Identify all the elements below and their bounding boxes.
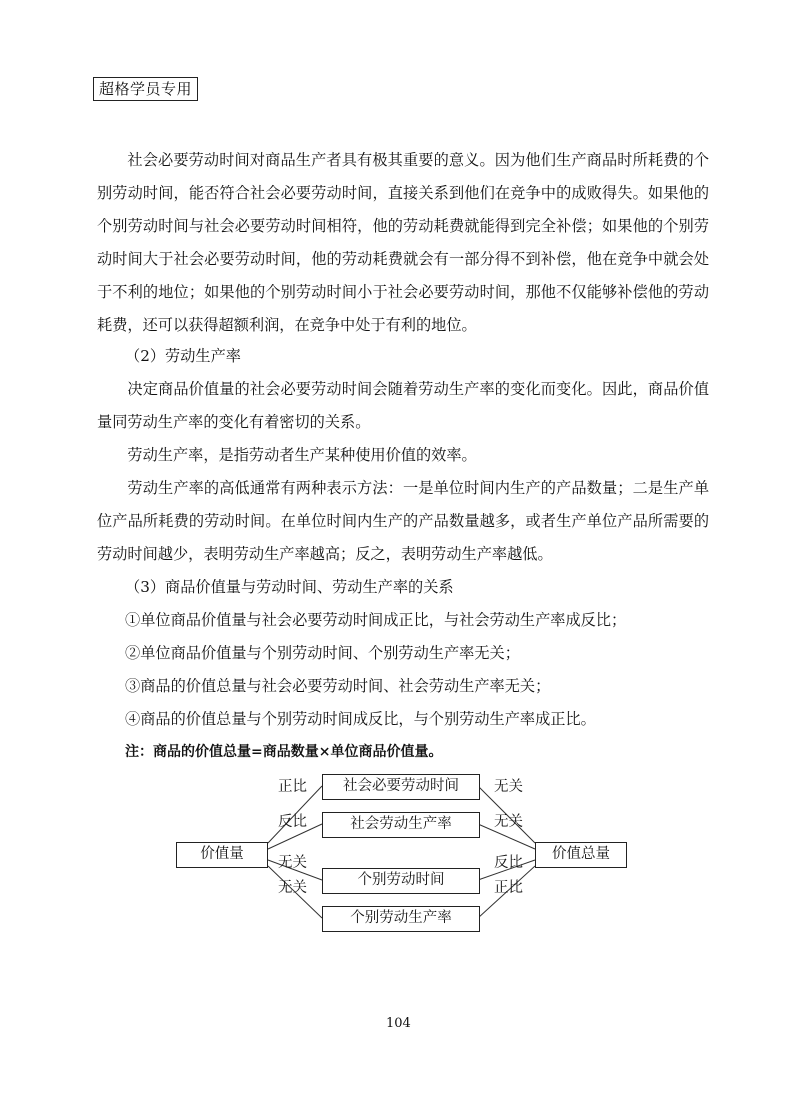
section-heading-labor-productivity: （2）劳动生产率 [125,347,241,365]
node-individual-labor-productivity: 个别劳动生产率 [322,906,480,932]
right-label-inverse-proportion: 反比 [494,855,523,871]
paragraph-necessary-labor-time: 社会必要劳动时间对商品生产者具有极其重要的意义。因为他们生产商品时所耗费的个别劳动时间，能否符合社会必要劳动时间，直接关系到他们在竞争中的成败得失。如果他的个别劳动时间与社会必要劳动时间相符，他的劳动耗费就能得到完全补偿；如果他的个别劳动时间大于社会必要劳动时间，他的劳动耗费就会有一部分得不到补偿，他在竞争中就会处于不利的地位；如果他的个别劳动时间小于社会必要劳动时间，那他不仅能够补偿他的劳动耗费，还可以获得超额利润，在竞争中处于有利的地位。 [97,151,709,334]
node-social-labor-productivity: 社会劳动生产率 [322,812,480,838]
student-only-badge: 超格学员专用 [93,77,198,101]
paragraph-productivity-measures: 劳动生产率的高低通常有两种表示方法：一是单位时间内生产的产品数量；二是生产单位产品所耗费的劳动时间。在单位时间内生产的产品数量越多，或者生产单位产品所需要的劳动时间越少，表明劳动生产率越高；反之，表明劳动生产率越低。 [97,479,709,563]
node-individual-labor-time: 个别劳动时间 [322,868,480,894]
paragraph-productivity-definition: 劳动生产率，是指劳动者生产某种使用价值的效率。 [127,446,477,464]
left-label-unrelated: 无关 [278,855,307,871]
right-label-direct-proportion: 正比 [494,880,523,896]
list-item: ③商品的价值总量与社会必要劳动时间、社会劳动生产率无关； [125,677,551,695]
node-value-quantity: 价值量 [176,842,268,868]
node-total-value: 价值总量 [535,842,627,868]
list-item: ④商品的价值总量与个别劳动时间成反比，与个别劳动生产率成正比。 [125,710,596,728]
section-heading-relationship: （3）商品价值量与劳动时间、劳动生产率的关系 [125,578,454,596]
right-label-unrelated: 无关 [494,814,523,830]
left-label-inverse-proportion: 反比 [278,814,307,830]
left-label-unrelated: 无关 [278,880,307,896]
node-social-necessary-labor-time: 社会必要劳动时间 [322,774,480,800]
formula-note: 注：商品的价值总量=商品数量×单位商品价值量。 [125,744,443,760]
paragraph-value-vs-productivity: 决定商品价值量的社会必要劳动时间会随着劳动生产率的变化而变化。因此，商品价值量同劳动生产率的变化有着密切的关系。 [97,380,709,431]
list-item: ②单位商品价值量与个别劳动时间、个别劳动生产率无关； [125,644,520,662]
list-item: ①单位商品价值量与社会必要劳动时间成正比，与社会劳动生产率成反比； [125,611,627,629]
page-number: 104 [386,1016,411,1031]
right-label-unrelated: 无关 [494,779,523,795]
left-label-direct-proportion: 正比 [278,779,307,795]
